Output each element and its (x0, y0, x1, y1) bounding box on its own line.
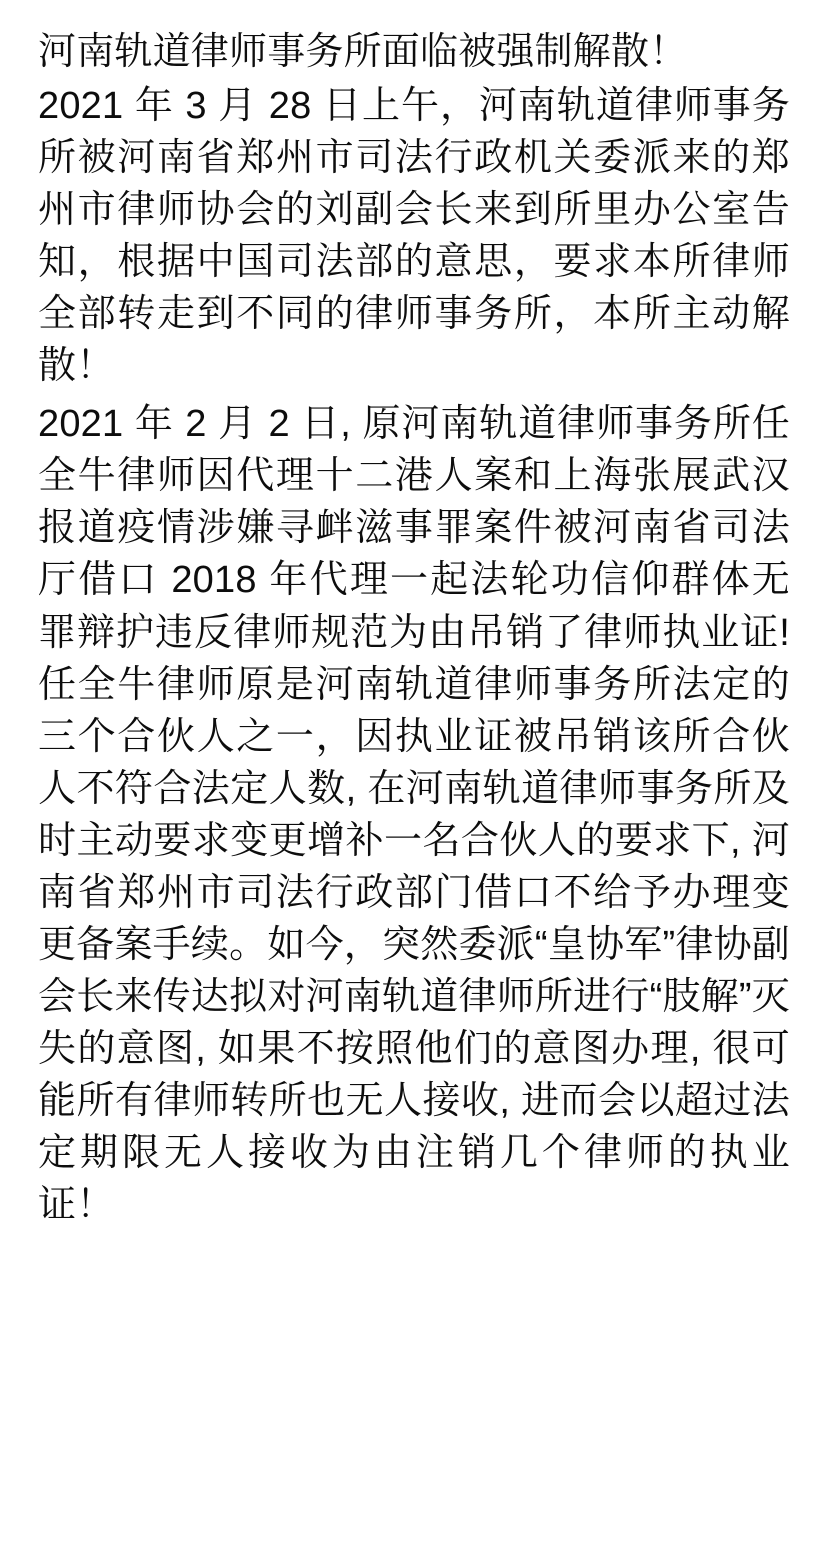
article-paragraph-1: 2021 年 3 月 28 日上午，河南轨道律师事务所被河南省郑州市司法行政机关委派来的郑州市律师协会的刘副会长来到所里办公室告知，根据中国司法部的意思，要求本所律师全部转走到不同的律师事务所，本所主动解散！ (38, 85, 790, 388)
article-headline: 河南轨道律师事务所面临被强制解散！ (38, 31, 688, 73)
article-paragraph-2: 2021 年 2 月 2 日, 原河南轨道律师事务所任全牛律师因代理十二港人案和上海张展武汉报道疫情涉嫌寻衅滋事罪案件被河南省司法厅借口 2018 年代理一起法轮功信仰群体无罪辩护违反律师规范为由吊销了律师执业证!任全牛律师原是河南轨道律师事务所法定的三个合伙人之一，因执业证被吊销该所合伙人不符合法定人数, 在河南轨道律师事务所及时主动要求变更增补一名合伙人的要求下, 河南省郑州市司法行政部门借口不给予办理变更备案手续。如今，突然委派“皇协军”律协副会长来传达拟对河南轨道律师所进行“肢解”灭失的意图, 如果不按照他们的意图办理, 很可能所有律师转所也无人接收, 进而会以超过法定期限无人接收为由注销几个律师的执业证！ (38, 403, 790, 1227)
article-body (38, 26, 790, 1231)
